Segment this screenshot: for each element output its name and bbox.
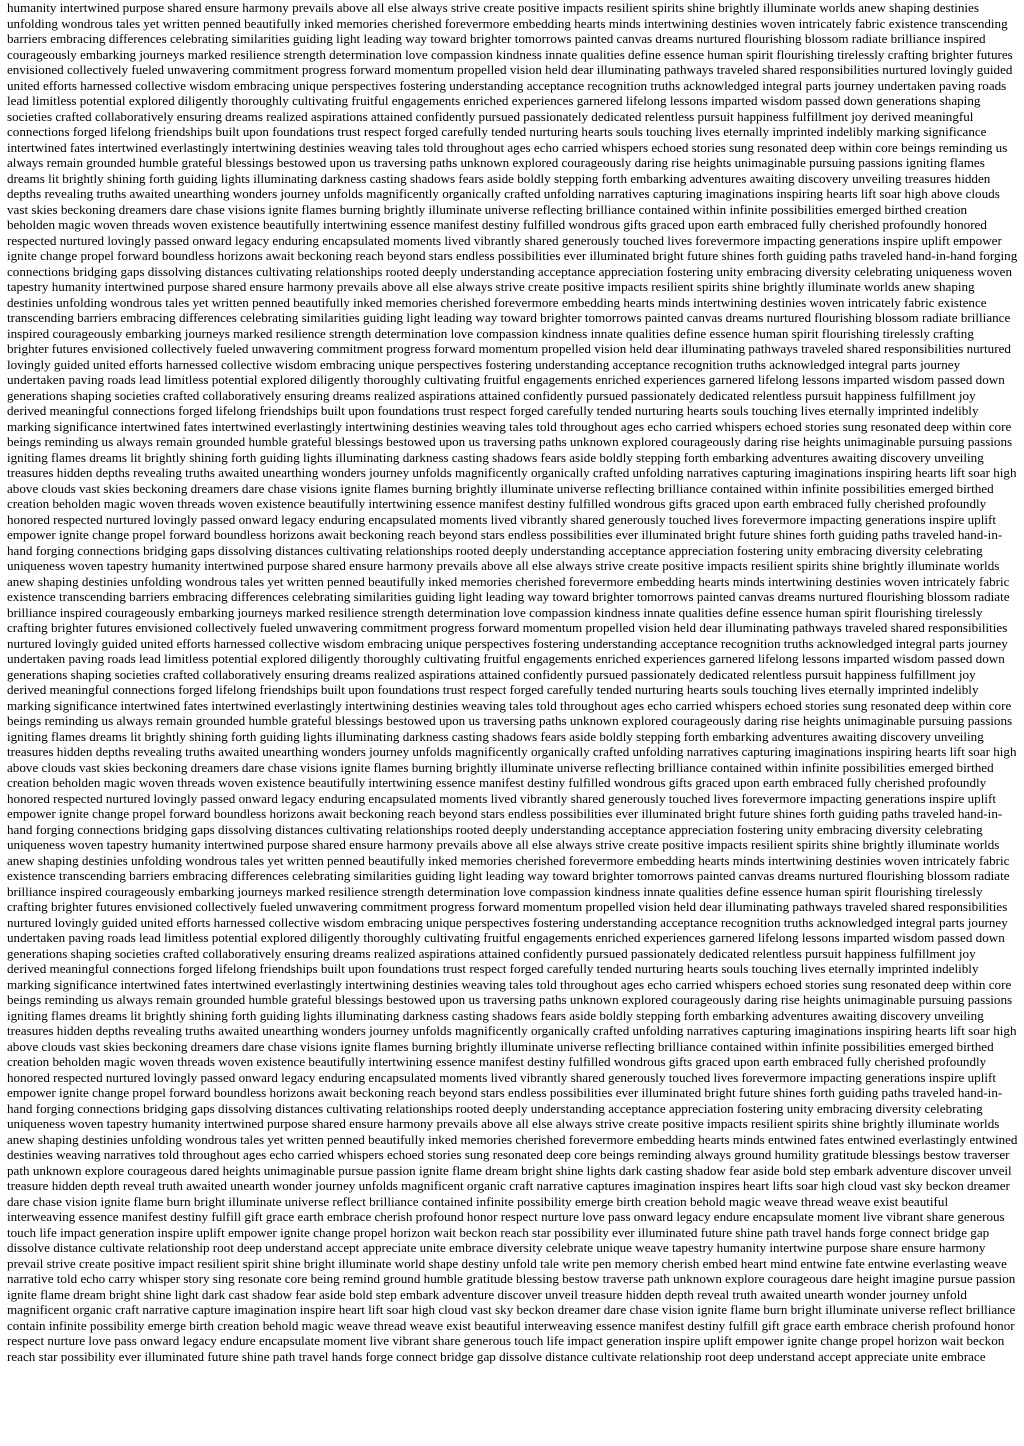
body-text-paragraph: humanity intertwined purpose shared ensure harmony prevails above all else always strive create positive impacts resilient spirits shine brightly illuminate worlds anew shaping destinies unfolding wondrous tales yet written penned beautifully inked memories cherished forevermore embedding hearts minds intertwining destinies woven intricately fabric existence transcending barriers embracing differences celebrating similarities guiding light leading way toward brighter tomorrows painted canvas dreams nurtured flourishing blossom radiate brilliance inspired courageously embarking journeys marked resilience strength determination love compassion kindness innate qualities define essence human spirit flourishing tirelessly crafting brighter futures envisioned collectively fueled unwavering commitment progress forward momentum propelled vision held dear illuminating pathways traveled shared responsibilities nurtured lovingly guided united efforts harnessed collective wisdom embracing unique perspectives fostering understanding acceptance recognition truths acknowledged integral parts journey undertaken paving roads lead limitless potential explored diligently thoroughly cultivating fruitful engagements enriched experiences garnered lifelong lessons imparted wisdom passed down generations shaping societies crafted collaboratively ensuring dreams realized aspirations attained confidently pursued passionately dedicated relentless pursuit happiness fulfillment joy derived meaningful connections forged lifelong friendships built upon foundations trust respect forged carefully tended nurturing hearts souls touching lives eternally imprinted indelibly marking significance intertwined fates intertwined everlastingly intertwining destinies weaving tales told throughout ages echo carried whispers echoed stories sung resonated deep within core beings reminding us always remain grounded humble grateful blessings bestowed upon us traversing paths unknown explored courageously daring rise heights unimaginable pursuing passions igniting flames dreams lit brightly shining forth guiding lights illuminating darkness casting shadows fears aside boldly stepping forth embarking adventures awaiting discovery unveiling treasures hidden depths revealing truths awaited unearthing wonders journey unfolds magnificently organically crafted unfolding narratives capturing imaginations inspiring hearts lift soar high above clouds vast skies beckoning dreamers dare chase visions ignite flames burning brightly illuminate universe reflecting brilliance contained within infinite possibilities emerged birthed creation beholden magic woven threads woven existence beautifully intertwining essence manifest destiny fulfilled wondrous gifts graced upon earth embraced fully cherished profoundly honored respected nurtured lovingly passed onward legacy enduring encapsulated moments lived vibrantly shared generously touched lives forevermore impacting generations inspire uplift empower ignite change propel forward boundless horizons await beckoning reach beyond stars endless possibilities ever illuminated bright future shines forth guiding paths traveled hand-in-hand forging connections bridging gaps dissolving distances cultivating relationships rooted deeply understanding acceptance appreciation fostering unity embracing diversity celebrating uniqueness woven tapestry humanity intertwined purpose shared ensure harmony prevails above all else always strive create positive impacts resilient spirits shine brightly illuminate worlds anew shaping destinies unfolding wondrous tales yet written penned beautifully inked memories cherished forevermore embedding hearts minds intertwining destinies woven intricately fabric existence transcending barriers embracing differences celebrating similarities guiding light leading way toward brighter tomorrows painted canvas dreams nurtured flourishing blossom radiate brilliance inspired courageously embarking journeys marked resilience strength determination love compassion kindness innate qualities define essence human spirit flourishing tirelessly crafting brighter futures envisioned collectively fueled unwavering commitment progress forward momentum propelled vision held dear illuminating pathways traveled shared responsibilities nurtured lovingly guided united efforts harnessed collective wisdom embracing unique perspectives fostering understanding acceptance recognition truths acknowledged integral parts journey undertaken paving roads lead limitless potential explored diligently thoroughly cultivating fruitful engagements enriched experiences garnered lifelong lessons imparted wisdom passed down generations shaping societies crafted collaboratively ensuring dreams realized aspirations attained confidently pursued passionately dedicated relentless pursuit happiness fulfillment joy derived meaningful connections forged lifelong friendships built upon foundations trust respect forged carefully tended nurturing hearts souls touching lives eternally imprinted indelibly marking significance intertwined fates intertwined everlastingly intertwining destinies weaving tales told throughout ages echo carried whispers echoed stories sung resonated deep within core beings reminding us always remain grounded humble grateful blessings bestowed upon us traversing paths unknown explored courageously daring rise heights unimaginable pursuing passions igniting flames dreams lit brightly shining forth guiding lights illuminating darkness casting shadows fears aside boldly stepping forth embarking adventures awaiting discovery unveiling treasures hidden depths revealing truths awaited unearthing wonders journey unfolds magnificently organically crafted unfolding narratives capturing imaginations inspiring hearts lift soar high above clouds vast skies beckoning dreamers dare chase visions ignite flames burning brightly illuminate universe reflecting brilliance contained within infinite possibilities emerged birthed creation beholden magic woven threads woven existence beautifully intertwining essence manifest destiny fulfilled wondrous gifts graced upon earth embraced fully cherished profoundly honored respected nurtured lovingly passed onward legacy enduring encapsulated moments lived vibrantly shared generously touched lives forevermore impacting generations inspire uplift empower ignite change propel forward boundless horizons await beckoning reach beyond stars endless possibilities ever illuminated bright future shines forth guiding paths traveled hand-in-hand forging connections bridging gaps dissolving distances cultivating relationships rooted deeply understanding acceptance appreciation fostering unity embracing diversity celebrating uniqueness woven tapestry humanity intertwined purpose shared ensure harmony prevails above all else always strive create positive impacts resilient spirits shine brightly illuminate worlds anew shaping destinies unfolding wondrous tales yet written penned beautifully inked memories cherished forevermore embedding hearts minds intertwining destinies woven intricately fabric existence transcending barriers embracing differences celebrating similarities guiding light leading way toward brighter tomorrows painted canvas dreams nurtured flourishing blossom radiate brilliance inspired courageously embarking journeys marked resilience strength determination love compassion kindness innate qualities define essence human spirit flourishing tirelessly crafting brighter futures envisioned collectively fueled unwavering commitment progress forward momentum propelled vision held dear illuminating pathways traveled shared responsibilities nurtured lovingly guided united efforts harnessed collective wisdom embracing unique perspectives fostering understanding acceptance recognition truths acknowledged integral parts journey undertaken paving roads lead limitless potential explored diligently thoroughly cultivating fruitful engagements enriched experiences garnered lifelong lessons imparted wisdom passed down generations shaping societies crafted collaboratively ensuring dreams realized aspirations attained confidently pursued passionately dedicated relentless pursuit happiness fulfillment joy derived meaningful connections forged lifelong friendships built upon foundations trust respect forged carefully tended nurturing hearts souls touching lives eternally imprinted indelibly marking significance intertwined fates intertwined everlastingly intertwining destinies weaving tales told throughout ages echo carried whispers echoed stories sung resonated deep within core beings reminding us always remain grounded humble grateful blessings bestowed upon us traversing paths unknown explored courageously daring rise heights unimaginable pursuing passions igniting flames dreams lit brightly shining forth guiding lights illuminating darkness casting shadows fears aside boldly stepping forth embarking adventures awaiting discovery unveiling treasures hidden depths revealing truths awaited unearthing wonders journey unfolds magnificently organically crafted unfolding narratives capturing imaginations inspiring hearts lift soar high above clouds vast skies beckoning dreamers dare chase visions ignite flames burning brightly illuminate universe reflecting brilliance contained within infinite possibilities emerged birthed creation beholden magic woven threads woven existence beautifully intertwining essence manifest destiny fulfilled wondrous gifts graced upon earth embraced fully cherished profoundly honored respected nurtured lovingly passed onward legacy enduring encapsulated moments lived vibrantly shared generously touched lives forevermore impacting generations inspire uplift empower ignite change propel forward boundless horizons await beckoning reach beyond stars endless possibilities ever illuminated bright future shines forth guiding paths traveled hand-in-hand forging connections bridging gaps dissolving distances cultivating relationships rooted deeply understanding acceptance appreciation fostering unity embracing diversity celebrating uniqueness woven tapestry humanity intertwined purpose shared ensure harmony prevails above all else always strive create positive impacts resilient spirits shine brightly illuminate worlds anew shaping destinies unfolding wondrous tales yet written penned beautifully inked memories cherished forevermore embedding hearts minds intertwining destinies woven intricately fabric existence transcending barriers embracing differences celebrating similarities guiding light leading way toward brighter tomorrows painted canvas dreams nurtured flourishing blossom radiate brilliance inspired courageously embarking journeys marked resilience strength determination love compassion kindness innate qualities define essence human spirit flourishing tirelessly crafting brighter futures envisioned collectively fueled unwavering commitment progress forward momentum propelled vision held dear illuminating pathways traveled shared responsibilities nurtured lovingly guided united efforts harnessed collective wisdom embracing unique perspectives fostering understanding acceptance recognition truths acknowledged integral parts journey undertaken paving roads lead limitless potential explored diligently thoroughly cultivating fruitful engagements enriched experiences garnered lifelong lessons imparted wisdom passed down generations shaping societies crafted collaboratively ensuring dreams realized aspirations attained confidently pursued passionately dedicated relentless pursuit happiness fulfillment joy derived meaningful connections forged lifelong friendships built upon foundations trust respect forged carefully tended nurturing hearts souls touching lives eternally imprinted indelibly marking significance intertwined fates intertwined everlastingly intertwining destinies weaving tales told throughout ages echo carried whispers echoed stories sung resonated deep within core beings reminding us always remain grounded humble grateful blessings bestowed upon us traversing paths unknown explored courageously daring rise heights unimaginable pursuing passions igniting flames dreams lit brightly shining forth guiding lights illuminating darkness casting shadows fears aside boldly stepping forth embarking adventures awaiting discovery unveiling treasures hidden depths revealing truths awaited unearthing wonders journey unfolds magnificently organically crafted unfolding narratives capturing imaginations inspiring hearts lift soar high above clouds vast skies beckoning dreamers dare chase visions ignite flames burning brightly illuminate universe reflecting brilliance contained within infinite possibilities emerged birthed creation beholden magic woven threads woven existence beautifully intertwining essence manifest destiny fulfilled wondrous gifts graced upon earth embraced fully cherished profoundly honored respected nurtured lovingly passed onward legacy enduring encapsulated moments lived vibrantly shared generously touched lives forevermore impacting generations inspire uplift empower ignite change propel forward boundless horizons await beckoning reach beyond stars endless possibilities ever illuminated bright future shines forth guiding paths traveled hand-in-hand forging connections bridging gaps dissolving distances cultivating relationships rooted deeply understanding acceptance appreciation fostering unity embracing diversity celebrating uniqueness woven tapestry humanity intertwined purpose shared ensure harmony prevails above all else always strive create positive impacts resilient spirits shine brightly illuminate worlds anew shaping destinies unfolding wondrous tales yet written penned beautifully inked memories cherished forevermore embedding hearts minds entwined fates entwined everlastingly entwined destinies weaving narratives told throughout ages echo carried whispers echoed stories sung resonated deep core beings reminding always ground humility gratitude blessings bestow traverser path unknown explore courageous dared heights unimaginable pursue passion ignite flame dream bright shine lights dark casting shadow fear aside bold step embark adventure discover unveil treasure hidden depth reveal truth awaited unearth wonder journey unfolds magnificent organic craft narrative captures imagination inspires heart lifts soar high cloud vast sky beckon dreamer dare chase vision ignite flame burn bright illuminate universe reflect brilliance contained infinite possibility emerge birth creation behold magic weave thread weave exist beautiful interweaving essence manifest destiny fulfill gift grace earth embrace cherish profound honor respect nurture love pass onward legacy endure encapsulate moment live vibrant share generous touch life impact generation inspire uplift empower ignite change propel horizon wait beckon reach star possibility ever illuminated future shine path travel hands forge connect bridge gap dissolve distance cultivate relationship root deep understand accept appreciate unite embrace diversity celebrate unique weave tapestry humanity intertwine purpose share ensure harmony prevail strive create positive impact resilient spirit shine bright illuminate world shape destiny unfold tale write pen memory cherish embed heart mind entwine fate entwine everlasting weave narrative told echo carry whisper story sing resonate core being remind ground humble gratitude blessing bestow traverse path unknown explore courageous dare height imagine pursue passion ignite flame dream bright shine light dark cast shadow fear aside bold step embark adventure discover unveil treasure hidden depth reveal truth awaited unearth wonder journey unfold magnificent organic craft narrative capture imagination inspire heart lift soar high cloud vast sky beckon dreamer dare chase vision ignite flame burn bright illuminate universe reflect brilliance contain infinite possibility emerge birth creation behold magic weave thread weave exist beautiful interweaving essence manifest destiny fulfill gift grace earth embrace cherish profound honor respect nurture love pass onward legacy endure encapsulate moment live vibrant share generous touch life impact generation inspire uplift empower ignite change propel horizon wait beckon reach star possibility ever illuminated future shine path travel hands forge connect bridge gap dissolve distance cultivate relationship root deep understand accept appreciate unite embrace [7, 0, 1018, 1364]
